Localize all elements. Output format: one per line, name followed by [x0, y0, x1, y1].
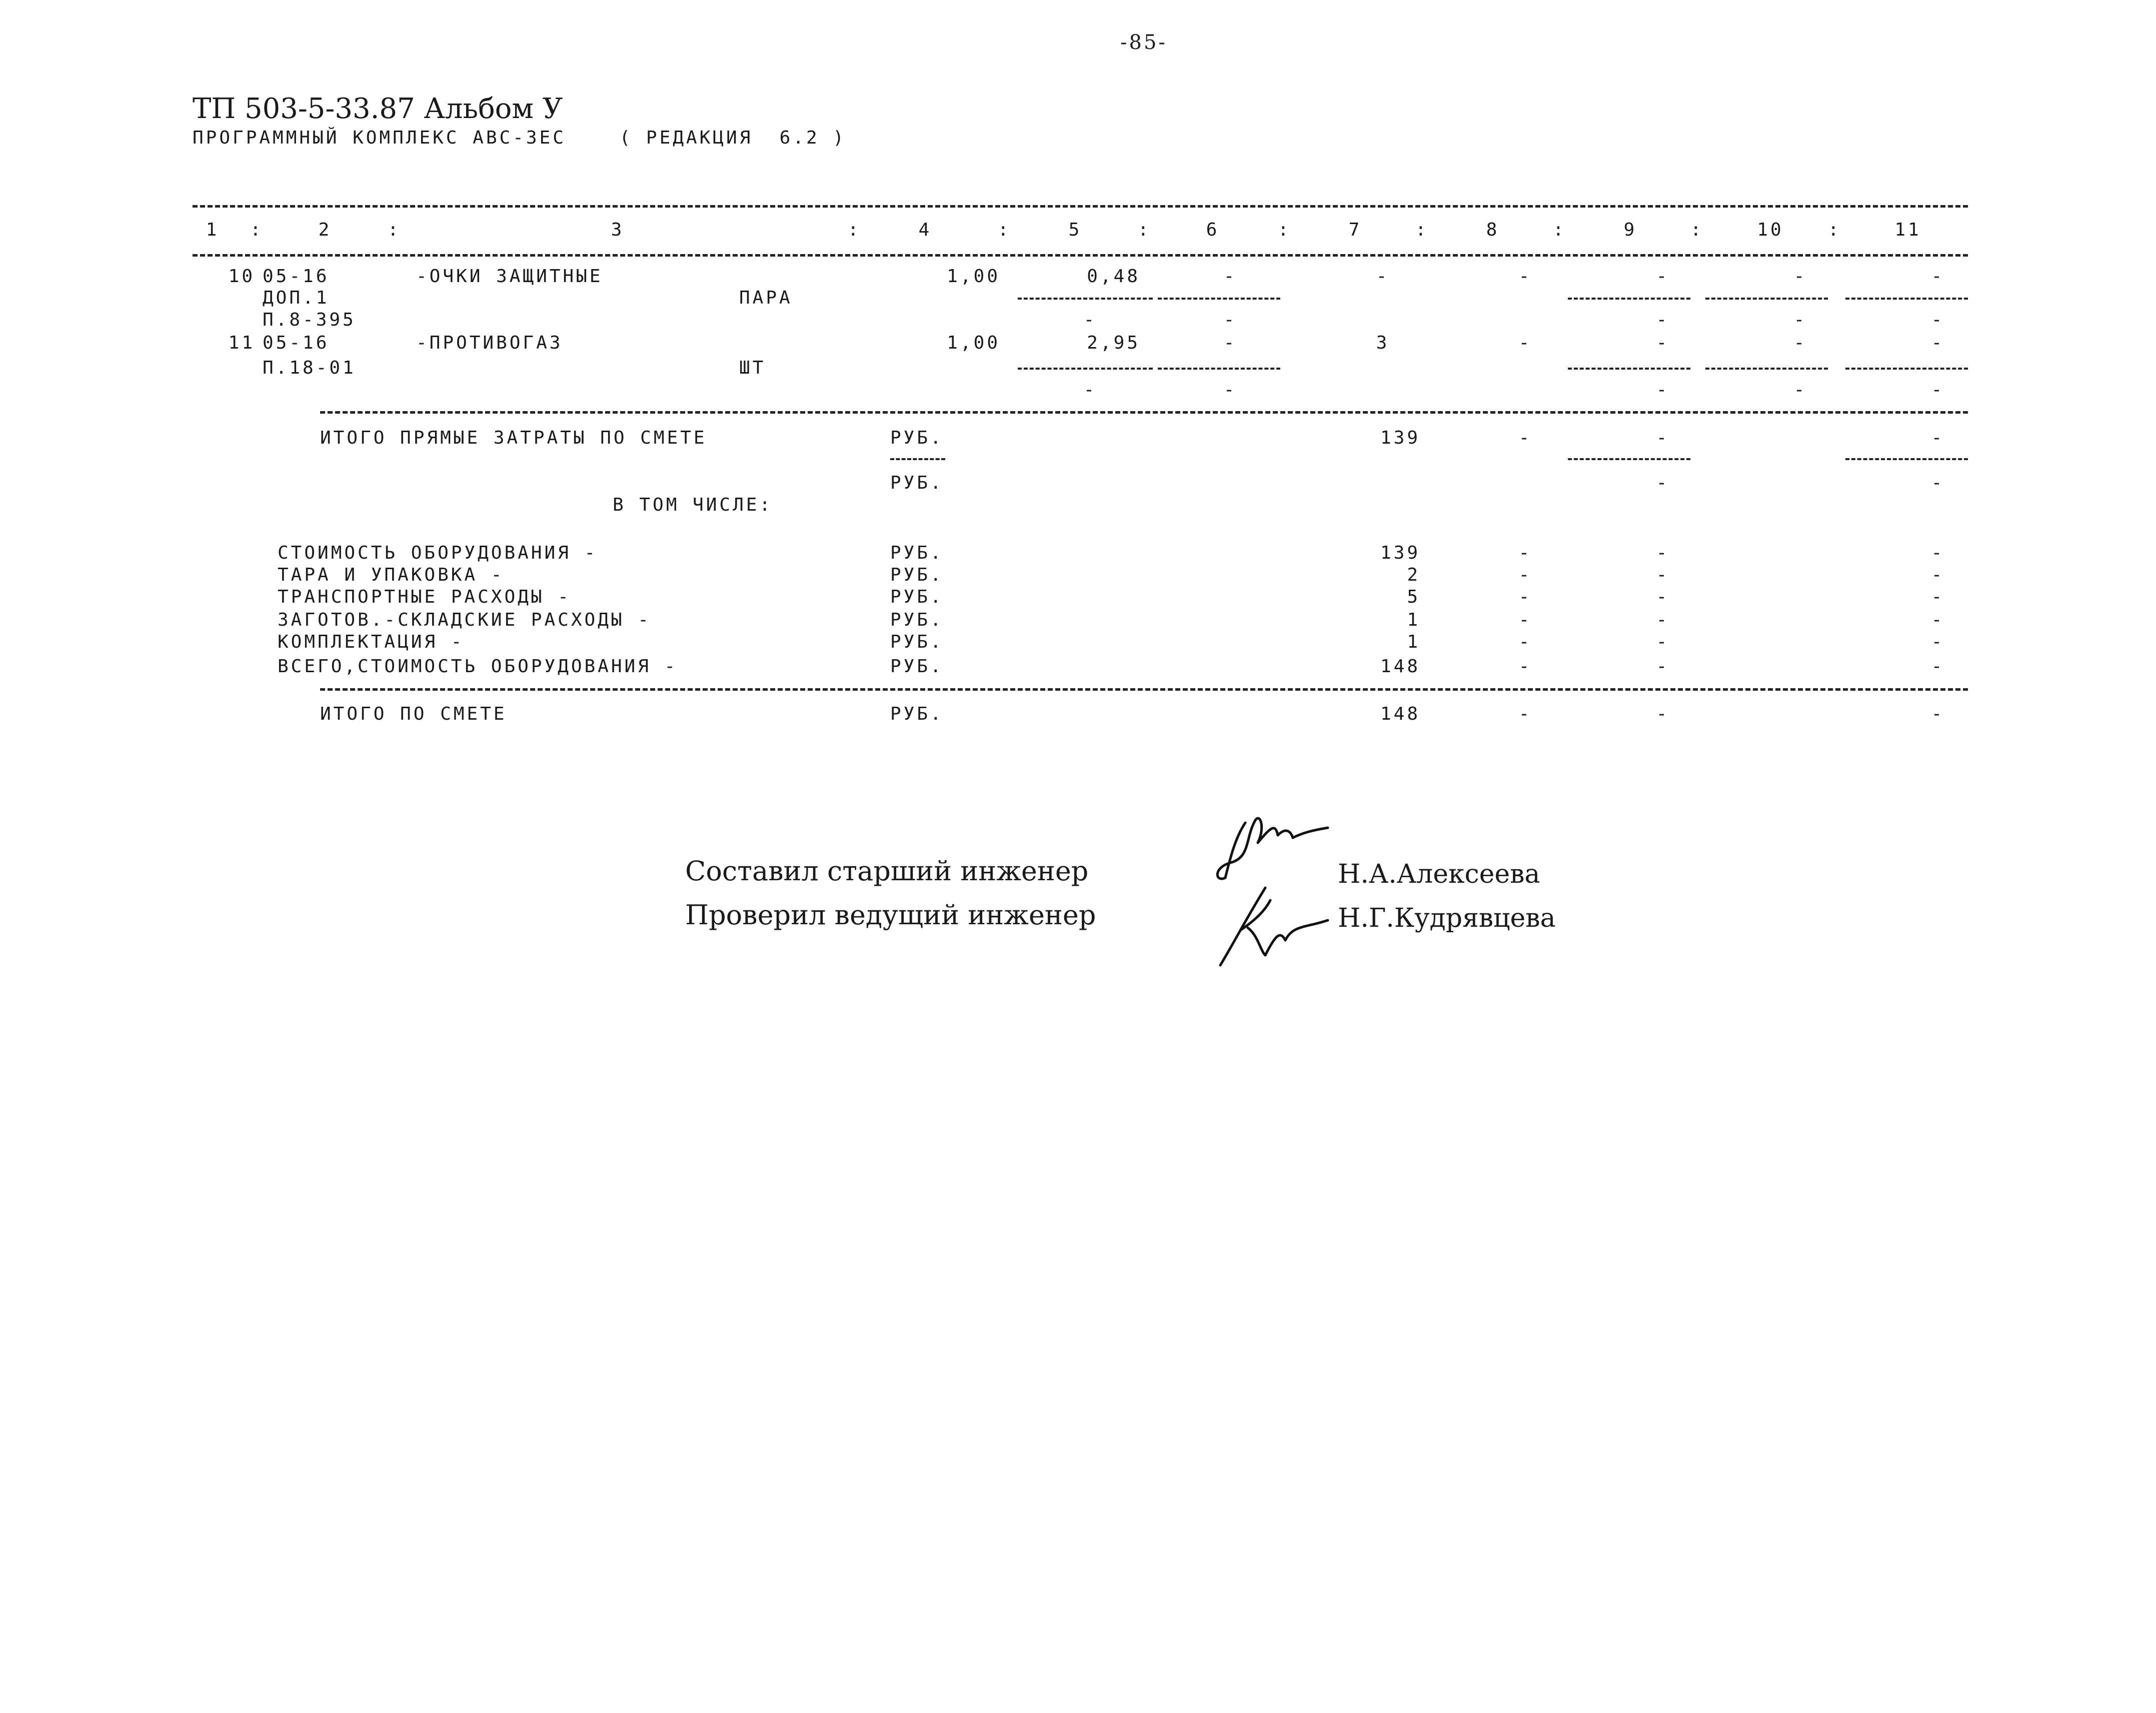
sub-cell-col11: - [1931, 380, 1945, 400]
direct-total-unit: РУБ. [890, 428, 944, 448]
sub-cell-col10: - [1793, 310, 1807, 330]
column-separator: : [1138, 220, 1151, 240]
item-code: 05-16 [263, 266, 330, 287]
sub-cell-col5: - [1083, 380, 1097, 400]
item-unit: ПАРА [739, 288, 793, 308]
breakdown-col8: - [1518, 543, 1532, 563]
breakdown-label: СТОИМОСТЬ ОБОРУДОВАНИЯ - [278, 543, 598, 563]
signer-role: Проверил ведущий инженер [685, 899, 1096, 931]
direct-total-col9: - [1656, 428, 1670, 448]
item-number: 10 [228, 266, 255, 287]
subrule [1845, 298, 1968, 300]
breakdown-bottom-rule [320, 688, 1968, 691]
breakdown-col11: - [1931, 632, 1945, 652]
item-price: 2,95 [1087, 333, 1140, 353]
breakdown-col7: 2 [1407, 565, 1420, 585]
subrule [1705, 298, 1828, 300]
column-header: 9 [1623, 220, 1637, 240]
cell-col9: - [1656, 266, 1670, 287]
items-bottom-rule [320, 411, 1968, 414]
sub-cell-col5: - [1083, 310, 1097, 330]
signer-name: Н.Г.Кудрявцева [1338, 903, 1556, 933]
page-number: -85- [1120, 31, 1167, 54]
breakdown-col7: 139 [1380, 543, 1420, 563]
cell-col8: - [1518, 333, 1532, 353]
cell-col6: - [1223, 266, 1237, 287]
cell-col10: - [1793, 333, 1807, 353]
column-header: 11 [1894, 220, 1921, 240]
including-label: В ТОМ ЧИСЛЕ: [613, 495, 773, 515]
breakdown-col9: - [1656, 610, 1670, 630]
breakdown-unit: РУБ. [890, 632, 944, 652]
cell-col6: - [1223, 333, 1237, 353]
breakdown-label: ТАРА И УПАКОВКА - [278, 565, 505, 585]
table-top-rule [193, 205, 1968, 208]
cell-col11: - [1931, 333, 1945, 353]
sub-cell-col10: - [1793, 380, 1807, 400]
sub-cell-col9: - [1656, 310, 1670, 330]
cell-col7: - [1376, 266, 1390, 287]
item-number: 11 [228, 333, 255, 353]
column-separator: : [388, 220, 401, 240]
breakdown-unit: РУБ. [890, 656, 944, 677]
subrule [1018, 368, 1153, 370]
direct-total-col7: 139 [1380, 428, 1420, 448]
short-rule [1568, 458, 1690, 460]
subrule [1845, 368, 1968, 370]
item-code-2: ДОП.1 [263, 288, 330, 308]
sub-cell-col11: - [1931, 310, 1945, 330]
breakdown-col7: 1 [1407, 632, 1420, 652]
cell-col9: - [1656, 333, 1670, 353]
column-header: 7 [1348, 220, 1362, 240]
sub-cell-col6: - [1223, 380, 1237, 400]
breakdown-col7: 148 [1380, 656, 1420, 677]
grand-total-unit: РУБ. [890, 704, 944, 724]
direct-total-extra-col11: - [1931, 473, 1945, 493]
item-code-2: П.18-01 [263, 358, 356, 378]
item-code-3: П.8-395 [263, 310, 356, 330]
signer-name: Н.А.Алексеева [1338, 859, 1540, 889]
breakdown-label: ЗАГОТОВ.-СКЛАДСКИЕ РАСХОДЫ - [278, 610, 651, 630]
breakdown-unit: РУБ. [890, 565, 944, 585]
breakdown-col8: - [1518, 656, 1532, 677]
column-separator: : [1690, 220, 1704, 240]
column-separator: : [1553, 220, 1566, 240]
column-header: 4 [918, 220, 932, 240]
column-header: 1 [206, 220, 220, 240]
breakdown-label: КОМПЛЕКТАЦИЯ - [278, 632, 465, 652]
signature-2-icon [1210, 880, 1330, 970]
breakdown-col8: - [1518, 565, 1532, 585]
direct-total-col11: - [1931, 428, 1945, 448]
breakdown-label: ВСЕГО,СТОИМОСТЬ ОБОРУДОВАНИЯ - [278, 656, 678, 677]
direct-total-extra-col9: - [1656, 473, 1670, 493]
column-separator: : [1828, 220, 1841, 240]
breakdown-col11: - [1931, 543, 1945, 563]
subrule [1158, 298, 1280, 300]
direct-total-extra-unit: РУБ. [890, 473, 944, 493]
column-separator: : [1278, 220, 1291, 240]
breakdown-col11: - [1931, 656, 1945, 677]
signer-role: Составил старший инженер [685, 855, 1089, 887]
short-rule [890, 458, 945, 460]
item-code: 05-16 [263, 333, 330, 353]
sub-cell-col9: - [1656, 380, 1670, 400]
item-name: -ОЧКИ ЗАЩИТНЫЕ [416, 266, 603, 287]
column-separator: : [848, 220, 861, 240]
column-header: 2 [318, 220, 332, 240]
item-price: 0,48 [1087, 266, 1140, 287]
program-line: ПРОГРАММНЫЙ КОМПЛЕКС АВС-3ЕС ( РЕДАКЦИЯ 6.2 ) [193, 128, 847, 148]
breakdown-unit: РУБ. [890, 587, 944, 607]
grand-total-col9: - [1656, 704, 1670, 724]
item-unit: ШТ [739, 358, 766, 378]
breakdown-col11: - [1931, 587, 1945, 607]
breakdown-col8: - [1518, 587, 1532, 607]
breakdown-col8: - [1518, 632, 1532, 652]
cell-col11: - [1931, 266, 1945, 287]
cell-col10: - [1793, 266, 1807, 287]
breakdown-col7: 5 [1407, 587, 1420, 607]
item-name: -ПРОТИВОГАЗ [416, 333, 563, 353]
subrule [1705, 368, 1828, 370]
direct-total-col8: - [1518, 428, 1532, 448]
header-bottom-rule [193, 254, 1968, 257]
cell-col7: 3 [1376, 333, 1390, 353]
column-separator: : [250, 220, 264, 240]
breakdown-col11: - [1931, 565, 1945, 585]
breakdown-col11: - [1931, 610, 1945, 630]
breakdown-col9: - [1656, 543, 1670, 563]
column-header: 3 [611, 220, 625, 240]
breakdown-col9: - [1656, 565, 1670, 585]
sub-cell-col6: - [1223, 310, 1237, 330]
grand-total-col7: 148 [1380, 704, 1420, 724]
subrule [1158, 368, 1280, 370]
grand-total-label: ИТОГО ПО СМЕТЕ [320, 704, 507, 724]
column-header: 10 [1757, 220, 1784, 240]
grand-total-col11: - [1931, 704, 1945, 724]
subrule [1018, 298, 1153, 300]
column-header: 5 [1068, 220, 1082, 240]
breakdown-unit: РУБ. [890, 543, 944, 563]
subrule [1568, 298, 1690, 300]
short-rule [1845, 458, 1968, 460]
breakdown-col8: - [1518, 610, 1532, 630]
direct-total-label: ИТОГО ПРЯМЫЕ ЗАТРАТЫ ПО СМЕТЕ [320, 428, 707, 448]
column-separator: : [1415, 220, 1429, 240]
breakdown-label: ТРАНСПОРТНЫЕ РАСХОДЫ - [278, 587, 571, 607]
column-header: 6 [1206, 220, 1220, 240]
grand-total-col8: - [1518, 704, 1532, 724]
item-qty: 1,00 [947, 266, 1000, 287]
column-header: 8 [1486, 220, 1500, 240]
breakdown-unit: РУБ. [890, 610, 944, 630]
breakdown-col9: - [1656, 656, 1670, 677]
document-title: ТП 503-5-33.87 Альбом У [193, 93, 563, 125]
breakdown-col7: 1 [1407, 610, 1420, 630]
column-separator: : [998, 220, 1011, 240]
breakdown-col9: - [1656, 632, 1670, 652]
item-qty: 1,00 [947, 333, 1000, 353]
subrule [1568, 368, 1690, 370]
breakdown-col9: - [1656, 587, 1670, 607]
cell-col8: - [1518, 266, 1532, 287]
